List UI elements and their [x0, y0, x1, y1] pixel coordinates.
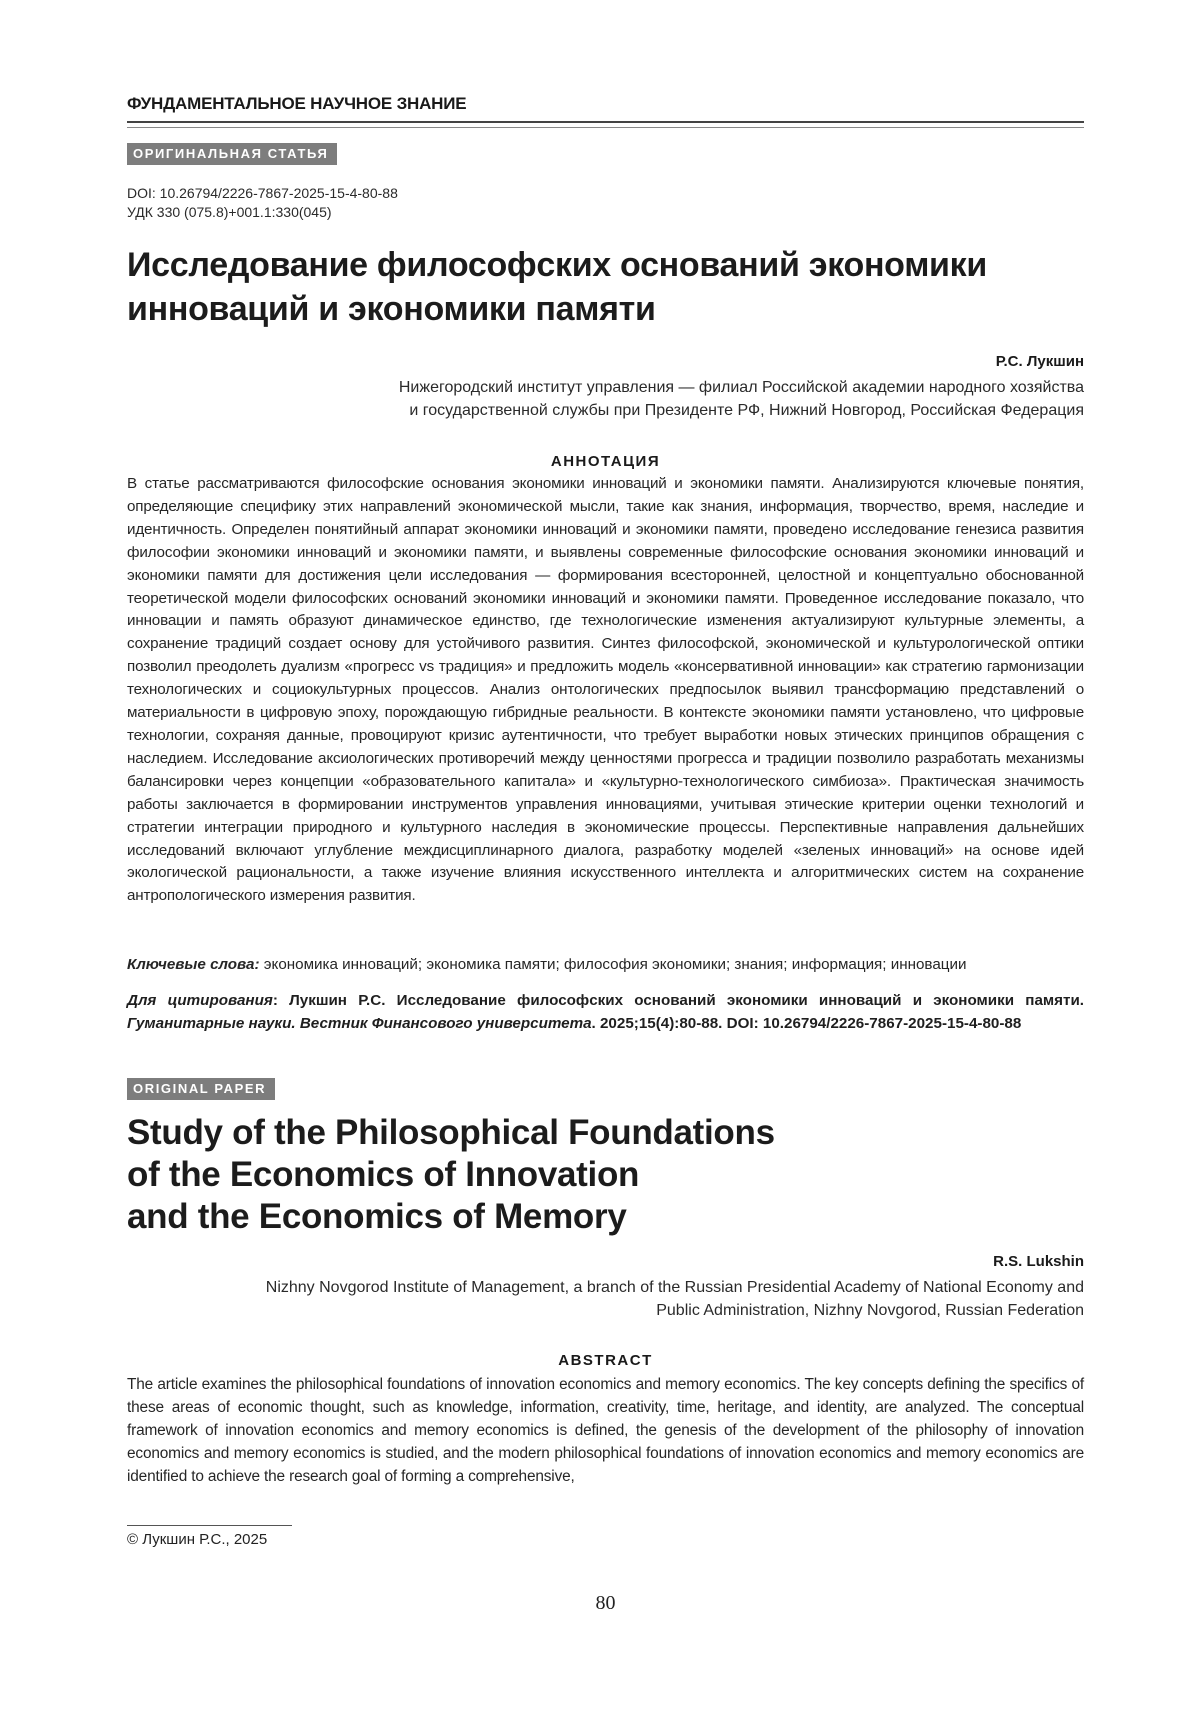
title-en-line-1: Study of the Philosophical Foundations: [127, 1113, 775, 1152]
affiliation-en-line-1: Nizhny Novgorod Institute of Management, a branch of the Russian Presidential Academy of National Economy and: [265, 1279, 1084, 1296]
keywords-ru: [127, 954, 1084, 976]
journal-section-title: ФУНДАМЕНТАЛЬНОЕ НАУЧНОЕ ЗНАНИЕ: [127, 94, 467, 113]
title-en-line-3: and the Economics of Memory: [127, 1197, 627, 1236]
author-en: R.S. Lukshin: [993, 1253, 1084, 1270]
author-ru: Р.С. Лукшин: [995, 353, 1084, 370]
abstract-heading-ru: АННОТАЦИЯ: [550, 453, 661, 470]
copyright-note: © Лукшин Р.С., 2025: [127, 1531, 268, 1548]
article-identifiers: [127, 184, 398, 222]
affiliation-ru: [284, 376, 1084, 422]
footnote-rule: [127, 1525, 292, 1526]
abstract-text-ru: В статье рассматриваются философские основания экономики инноваций и экономики памяти. Анализируются ключевые понятия, определяющие специфику этих направлений экономической мысли, такие как знания, информация, творчество, время, наследие и идентичность. Определен понятийный аппарат экономики инноваций и экономики памяти, проведено исследование генезиса развития философии экономики инноваций и экономики памяти, и выявлены современные философские основания экономики инноваций и экономики памяти для достижения цели исследования — формирования всесторонней, целостной и концептуально обоснованной теоретической модели философских оснований экономики инноваций и экономики памяти. Проведенное исследование показало, что инновации и память образуют динамическое единство, где технологические изменения актуализируют культурные элементы, а сохранение традиций создает основу для устойчивого развития. Синтез философской, экономической и культурологической оптики позволил преодолеть дуализм «прогресс vs традиция» и предложить модель «консервативной инновации» как стратегию гармонизации технологических и социокультурных процессов. Анализ онтологических предпосылок выявил трансформацию представлений о материальности в цифровую эпоху, порождающую гибридные реальности. В контексте экономики памяти установлено, что цифровые технологии, сохраняя данные, провоцируют кризис аутентичности, что требует выработки новых этических принципов обращения с наследием. Исследование аксиологических противоречий между ценностями прогресса и традиции позволило разработать механизмы балансировки через концепции «образовательного капитала» и «культурно-технологического симбиоза». Практическая значимость работы заключается в формировании инструментов управления инновациями, учитывая этические критерии оценки технологий и стратегии интеграции природного и культурного наследия в экономические процессы. Перспективные направления дальнейших исследований включают углубление междисциплинарного диалога, разработку моделей «зеленых инноваций» на основе идей экологической рациональности, а также изучение влияния искусственного интеллекта и алгоритмических систем на сохранение антропологического измерения развития.: [127, 475, 1084, 905]
title-ru-line-2: инноваций и экономики памяти: [127, 290, 656, 328]
page-number: 80: [595, 1592, 616, 1614]
title-ru-line-1: Исследование философских оснований экономики: [127, 246, 987, 284]
udc: УДК 330 (075.8)+001.1:330(045): [127, 204, 332, 220]
citation-tail: . 2025;15(4):80-88. DOI: 10.26794/2226-7867-2025-15-4-80-88: [591, 1014, 1022, 1032]
citation-journal: Гуманитарные науки. Вестник Финансового университета: [127, 1014, 592, 1032]
title-en-line-2: of the Economics of Innovation: [127, 1155, 640, 1194]
affiliation-en: [127, 1276, 1084, 1322]
affiliation-en-line-2: Public Administration, Nizhny Novgorod, Russian Federation: [656, 1302, 1084, 1319]
article-type-badge-ru: ОРИГИНАЛЬНАЯ СТАТЬЯ: [127, 143, 337, 165]
article-type-badge-en: ORIGINAL PAPER: [127, 1078, 275, 1100]
affiliation-ru-line-2: и государственной службы при Президенте РФ, Нижний Новгород, Российская Федерация: [409, 402, 1084, 419]
citation-separator: :: [272, 992, 290, 1009]
article-title-en: [127, 1112, 1084, 1238]
article-title-ru: [127, 243, 1084, 331]
affiliation-ru-line-1: Нижегородский институт управления — филиал Российской академии народного хозяйства: [398, 379, 1084, 396]
keywords-label: Ключевые слова:: [127, 956, 260, 973]
citation-label: Для цитирования: [127, 992, 273, 1009]
keywords-list: экономика инноваций; экономика памяти; философия экономики; знания; информация; инновации: [263, 956, 967, 973]
abstract-heading-en: ABSTRACT: [558, 1352, 653, 1369]
citation-text: Лукшин Р.С. Исследование философских оснований экономики инноваций и экономики памяти.: [289, 992, 1084, 1009]
header-rule-thick: [127, 121, 1084, 123]
citation-block: [127, 990, 1084, 1035]
abstract-text-en: The article examines the philosophical foundations of innovation economics and memory economics. The key concepts defining the specifics of these areas of economic thought, such as knowledge, information, creativity, time, heritage, and identity, are analyzed. The conceptual framework of innovation economics and memory economics is defined, the genesis of the development of the philosophy of innovation economics and memory economics is studied, and the modern philosophical foundations of innovation economics and memory economics are identified to achieve the research goal of forming a comprehensive,: [127, 1376, 1084, 1485]
header-rule-thin: [127, 127, 1084, 128]
doi: DOI: 10.26794/2226-7867-2025-15-4-80-88: [127, 185, 398, 201]
